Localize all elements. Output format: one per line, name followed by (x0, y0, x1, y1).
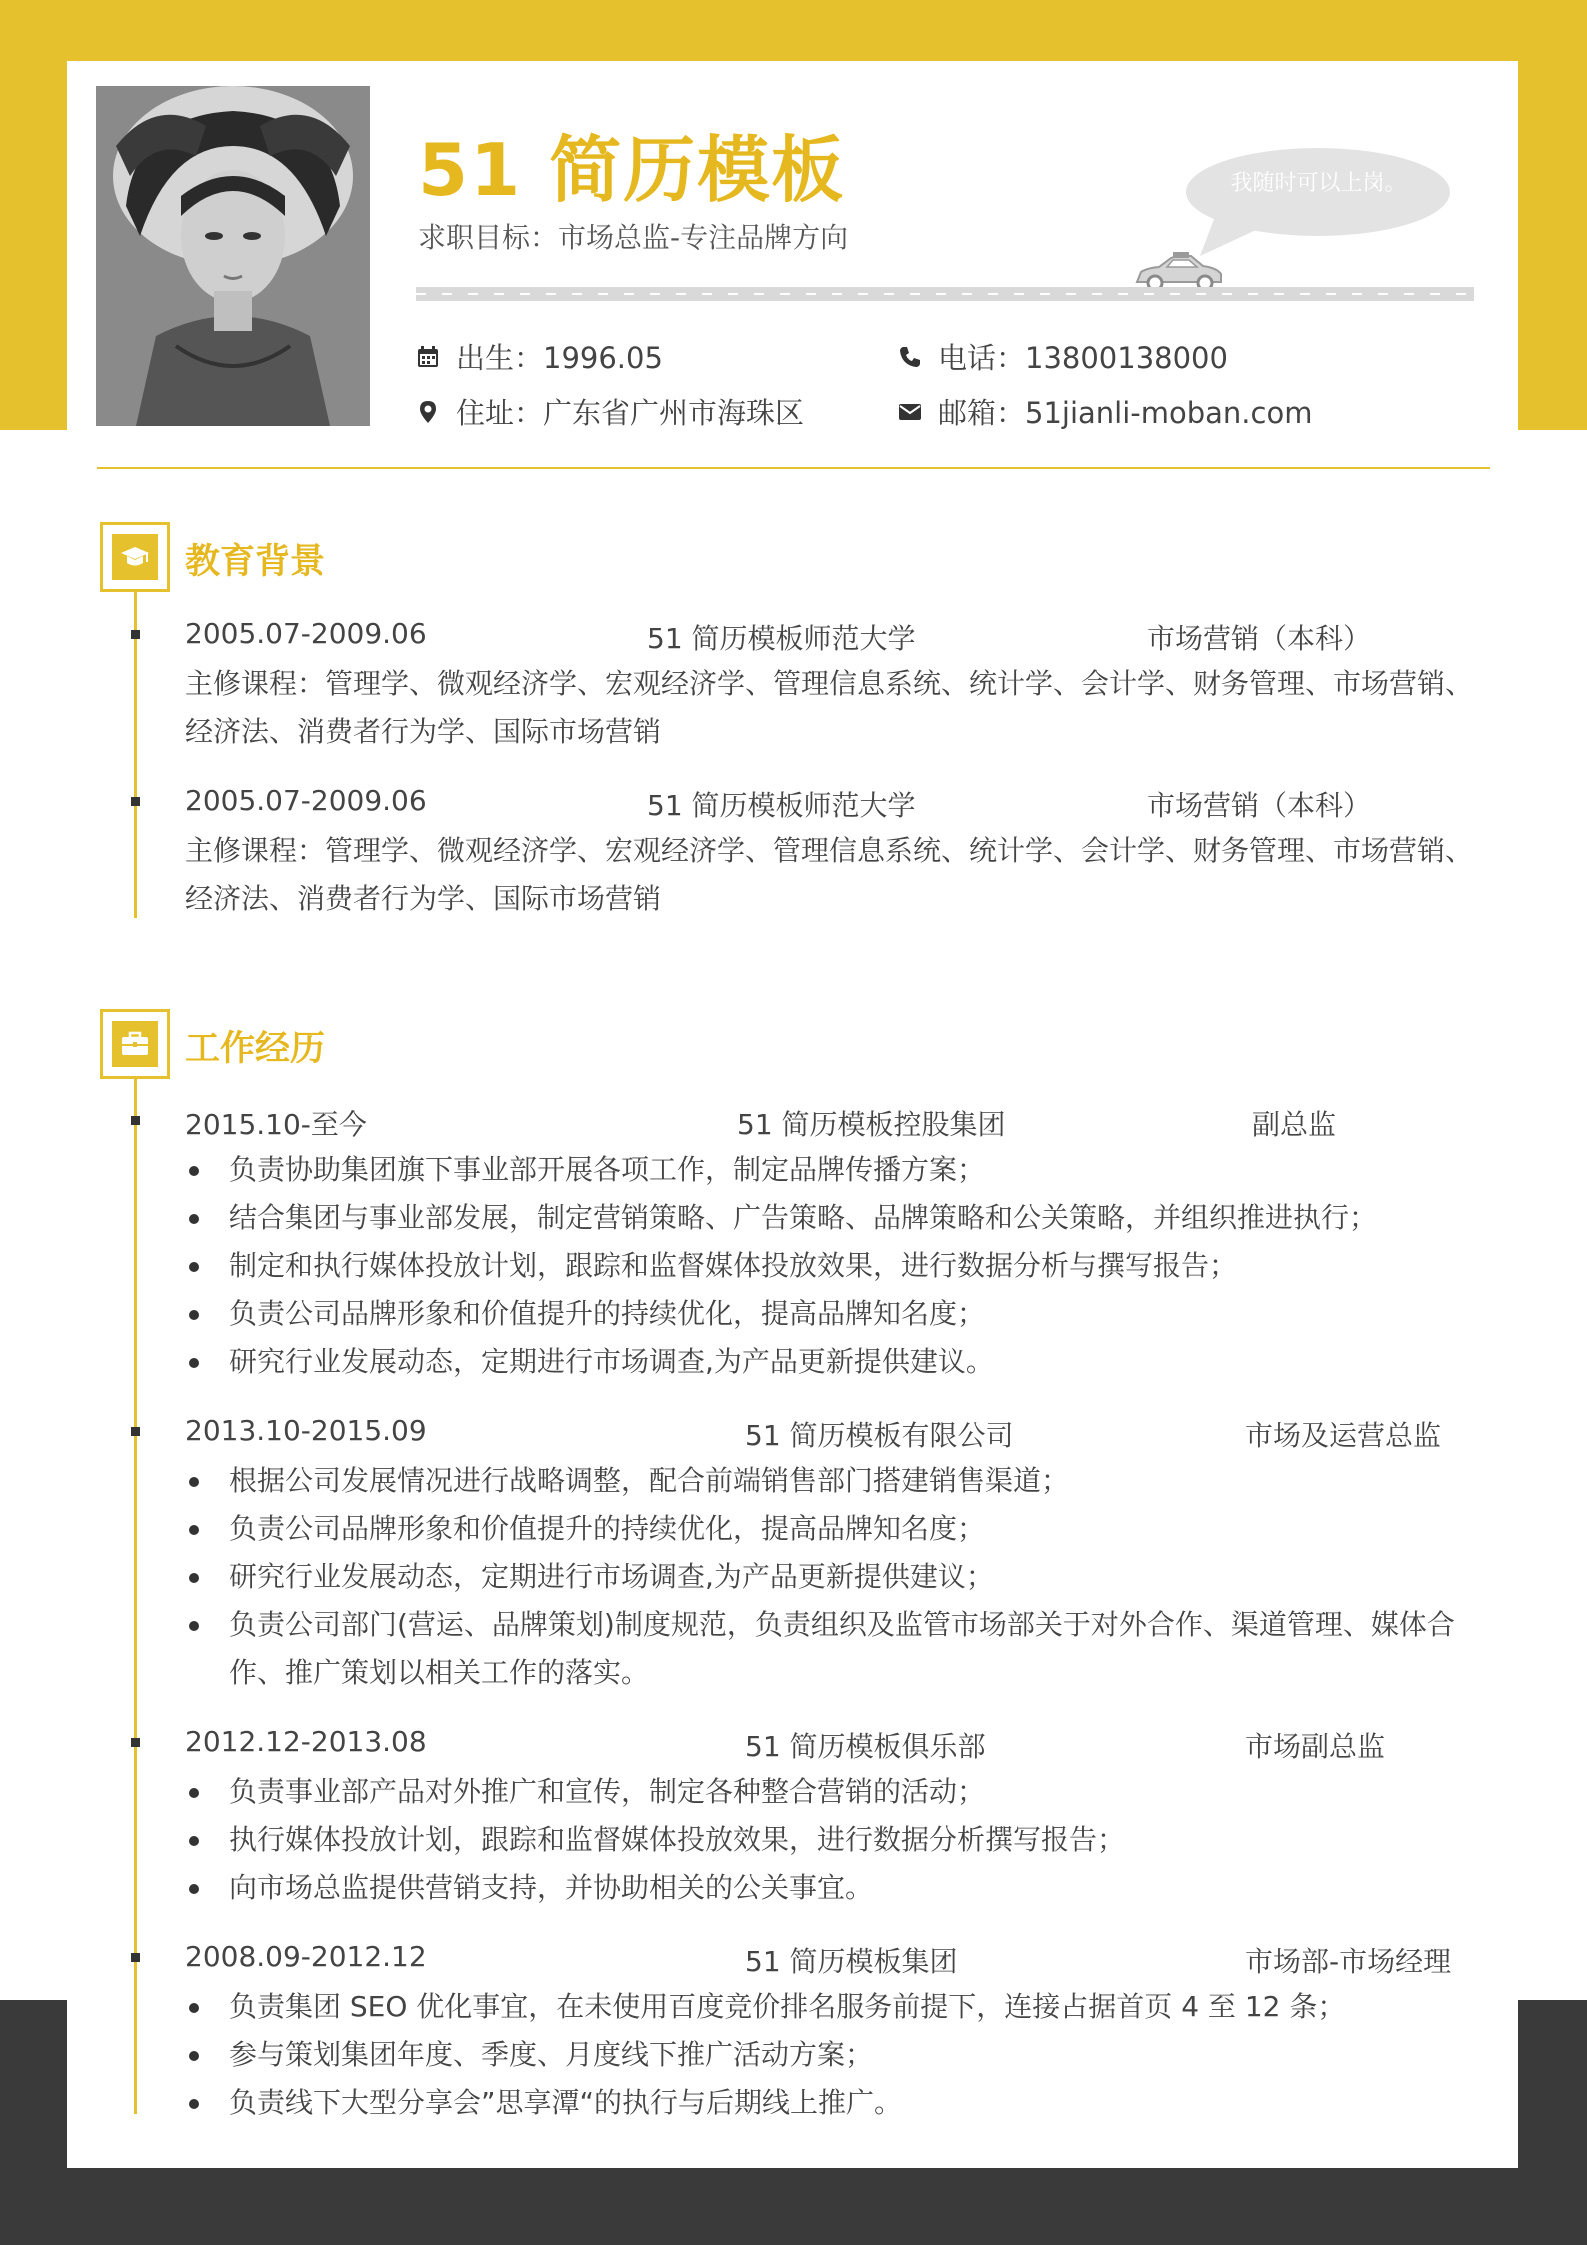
education-courses-2: 主修课程：管理学、微观经济学、宏观经济学、管理信息系统、统计学、会计学、财务管理、市场营销、经济法、消费者行为学、国际市场营销 (185, 834, 1474, 915)
birth-text: 出生：1996.05 (456, 341, 663, 375)
location-pin-icon (416, 400, 440, 424)
work-position-2: 市场及运营总监 (1245, 1419, 1442, 1452)
work-duties-1 (185, 1146, 1490, 1386)
briefcase-icon (120, 1029, 150, 1059)
education-courses-1: 主修课程：管理学、微观经济学、宏观经济学、管理信息系统、统计学、会计学、财务管理、市场营销、经济法、消费者行为学、国际市场营销 (185, 667, 1474, 748)
work-company-2: 51 简历模板有限公司 (745, 1419, 1014, 1452)
duty-item: 根据公司发展情况进行战略调整，配合前端销售部门搭建销售渠道； (185, 1457, 1490, 1505)
road-divider (416, 287, 1474, 301)
work-company-3: 51 简历模板俱乐部 (745, 1730, 986, 1763)
envelope-icon (898, 400, 922, 424)
education-timeline (134, 556, 137, 918)
duty-item: 负责事业部产品对外推广和宣传，制定各种整合营销的活动； (185, 1768, 1490, 1816)
work-period-2: 2013.10-2015.09 (185, 1414, 427, 1447)
graduation-cap-icon (120, 542, 150, 572)
duty-item: 负责公司部门(营运、品牌策划)制度规范，负责组织及监管市场部关于对外合作、渠道管理、媒体合作、推广策划以相关工作的落实。 (185, 1601, 1490, 1697)
duty-item: 参与策划集团年度、季度、月度线下推广活动方案； (185, 2031, 1490, 2079)
work-period-1: 2015.10-至今 (185, 1108, 367, 1141)
education-period-2: 2005.07-2009.06 (185, 784, 427, 817)
work-duties-3 (185, 1768, 1490, 1912)
work-section-icon (100, 1009, 170, 1079)
work-node-1 (131, 1116, 140, 1125)
education-section-icon (100, 522, 170, 592)
duty-item: 研究行业发展动态，定期进行市场调查,为产品更新提供建议。 (185, 1338, 1490, 1386)
work-position-3: 市场副总监 (1245, 1730, 1386, 1763)
work-position-1: 副总监 (1252, 1108, 1337, 1141)
duty-item: 负责集团 SEO 优化事宜，在未使用百度竞价排名服务前提下，连接占据首页 4 至 12 条； (185, 1983, 1490, 2031)
phone-text: 电话：13800138000 (938, 341, 1228, 375)
work-company-1: 51 简历模板控股集团 (737, 1108, 1006, 1141)
portrait-photo (96, 86, 370, 426)
speech-bubble (1186, 148, 1451, 258)
duty-item: 负责公司品牌形象和价值提升的持续优化，提高品牌知名度； (185, 1505, 1490, 1553)
duty-item: 结合集团与事业部发展，制定营销策略、广告策略、品牌策略和公关策略，并组织推进执行； (185, 1194, 1490, 1242)
education-period-1: 2005.07-2009.06 (185, 617, 427, 650)
header-divider (97, 467, 1490, 469)
email-info (898, 391, 1312, 432)
education-node-2 (131, 797, 140, 806)
duty-item: 负责线下大型分享会”思享潭“的执行与后期线上推广。 (185, 2079, 1490, 2127)
bubble-text: 我随时可以上岗。 (1230, 171, 1407, 196)
education-major-2: 市场营销（本科） (1147, 789, 1372, 822)
birth-info (416, 336, 663, 377)
work-node-3 (131, 1738, 140, 1747)
work-duties-2 (185, 1457, 1490, 1697)
education-school-2: 51 简历模板师范大学 (647, 789, 916, 822)
work-duties-4 (185, 1983, 1490, 2127)
phone-icon (898, 345, 922, 369)
duty-item: 负责协助集团旗下事业部开展各项工作，制定品牌传播方案； (185, 1146, 1490, 1194)
candidate-name: 51 简历模板 (418, 128, 846, 212)
email-text: 邮箱：51jianli-moban.com (938, 396, 1313, 430)
work-node-4 (131, 1953, 140, 1962)
duty-item: 制定和执行媒体投放计划，跟踪和监督媒体投放效果，进行数据分析与撰写报告； (185, 1242, 1490, 1290)
address-info (416, 391, 804, 432)
education-school-1: 51 简历模板师范大学 (647, 622, 916, 655)
job-objective: 求职目标：市场总监-专注品牌方向 (418, 221, 849, 254)
education-major-1: 市场营销（本科） (1147, 622, 1372, 655)
work-position-4: 市场部-市场经理 (1245, 1945, 1452, 1978)
duty-item: 执行媒体投放计划，跟踪和监督媒体投放效果，进行数据分析撰写报告； (185, 1816, 1490, 1864)
education-title: 教育背景 (185, 542, 326, 582)
education-node-1 (131, 630, 140, 639)
work-node-2 (131, 1427, 140, 1436)
duty-item: 研究行业发展动态，定期进行市场调查,为产品更新提供建议； (185, 1553, 1490, 1601)
phone-info (898, 336, 1228, 377)
work-company-4: 51 简历模板集团 (745, 1945, 958, 1978)
work-period-4: 2008.09-2012.12 (185, 1940, 427, 1973)
duty-item: 向市场总监提供营销支持，并协助相关的公关事宜。 (185, 1864, 1490, 1912)
work-title: 工作经历 (185, 1029, 326, 1069)
calendar-icon (416, 345, 440, 369)
address-text: 住址：广东省广州市海珠区 (456, 396, 805, 430)
duty-item: 负责公司品牌形象和价值提升的持续优化，提高品牌知名度； (185, 1290, 1490, 1338)
work-period-3: 2012.12-2013.08 (185, 1725, 427, 1758)
